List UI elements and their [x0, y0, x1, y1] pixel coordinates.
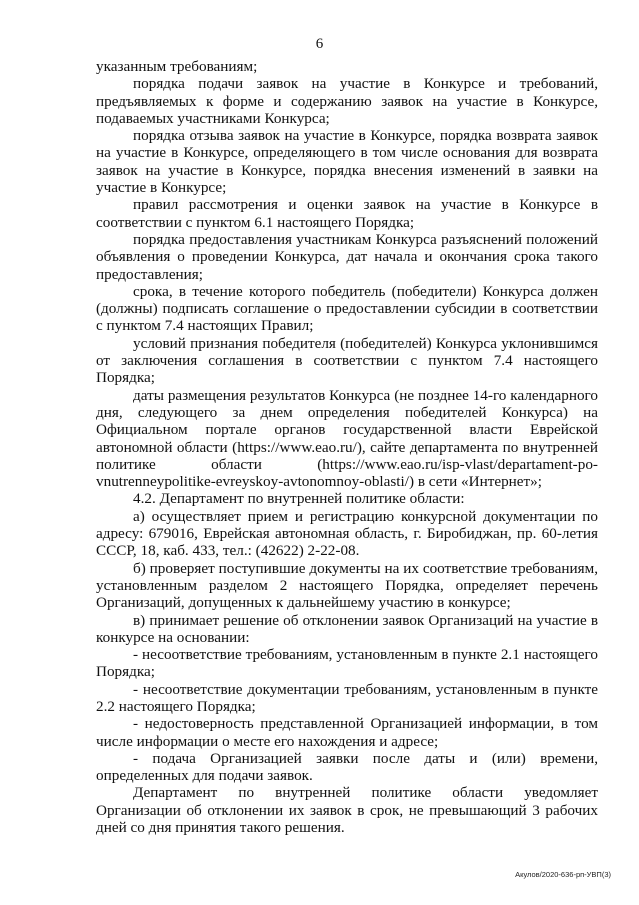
paragraph-withdrawal-procedure: порядка отзыва заявок на участие в Конкурсе, порядка возврата заявок на участие в Конкурсе, определяющего в том числе основания для возврата заявок на участие в Конкурсе, порядка внесения изменений в заявки на участие в Конкурсе;: [96, 127, 598, 197]
page-number: 6: [315, 36, 324, 52]
paragraph-clarifications: порядка предоставления участникам Конкурса разъяснений положений объявления о проведении Конкурса, дат начала и окончания срока такого предоставления;: [96, 230, 598, 283]
rejection-reason-2: - несоответствие документации требованиям, установленным в пункте 2.2 настоящего Порядка;: [96, 680, 598, 715]
paragraph-notification: Департамент по внутренней политике области уведомляет Организации об отклонении их заявок в срок, не превышающий 3 рабочих дней со дня принятия такого решения.: [96, 784, 598, 837]
item-a-reception: а) осуществляет прием и регистрацию конкурсной документации по адресу: 679016, Еврейская автономная область, г. Биробиджан, пр. 60-летия СССР, 18, каб. 433, тел.: (42622) 2-22-08.: [96, 507, 598, 560]
item-c-rejection: в) принимает решение об отклонении заявок Организаций на участие в конкурсе на основании:: [96, 611, 598, 646]
rejection-reason-1: - несоответствие требованиям, установленным в пункте 2.1 настоящего Порядка;: [96, 646, 598, 681]
rejection-reason-3: - недостоверность представленной Организацией информации, в том числе информации о месте его нахождения и адресе;: [96, 715, 598, 750]
paragraph-evasion-conditions: условий признания победителя (победителей) Конкурса уклонившимся от заключения соглашения в соответствии с пунктом 7.4 настоящего Порядка;: [96, 334, 598, 387]
document-body: [96, 58, 598, 836]
item-b-verification: б) проверяет поступившие документы на их соответствие требованиям, установленным разделом 2 настоящего Порядка, определяет перечень Организаций, допущенных к дальнейшему участию в конкурсе;: [96, 559, 598, 612]
paragraph-evaluation-rules: правил рассмотрения и оценки заявок на участие в Конкурсе в соответствии с пунктом 6.1 настоящего Порядка;: [96, 196, 598, 231]
document-reference: Акулов/2020-636-рп-УВП(3): [515, 870, 611, 879]
paragraph-application-procedure: порядка подачи заявок на участие в Конкурсе и требований, предъявляемых к форме и содержанию заявок на участие в Конкурсе, подаваемых участниками Конкурса;: [96, 75, 598, 127]
rejection-reason-4: - подача Организацией заявки после даты и (или) времени, определенных для подачи заявок.: [96, 749, 598, 785]
section-heading-4-2: 4.2. Департамент по внутренней политике области:: [133, 490, 465, 508]
paragraph-signing-term: срока, в течение которого победитель (победители) Конкурса должен (должны) подписать соглашение о предоставлении субсидии в соответствии с пунктом 7.4 настоящих Правил;: [96, 282, 598, 335]
paragraph-results-publication: даты размещения результатов Конкурса (не позднее 14-го календарного дня, следующего за днем определения победителей Конкурса) на Официальном портале органов государственной власти Еврейской автономной области (https://www.eao.ru/), сайте департамента по внутренней политике области (https://www.eao.ru/isp-vlast/departament-po-vnutrenneypolitike-evreyskoy-avtonomnoy-oblasti/) в сети «Интернет»;: [96, 386, 598, 491]
paragraph-continuation: указанным требованиям;: [96, 58, 258, 75]
